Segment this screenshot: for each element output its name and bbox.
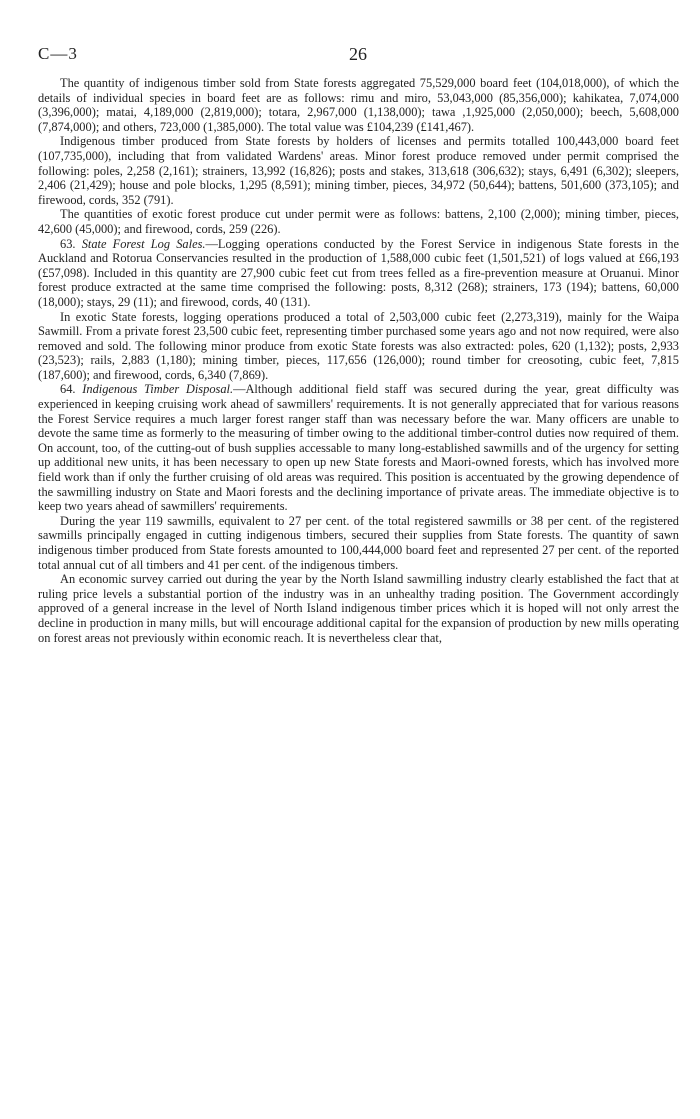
paragraph-timber-sold [38, 76, 679, 134]
paragraph-text: —Logging operations conducted by the Forest Service in indigenous State forests in the Auckland and Rotorua Conservancies resulted in the production of 1,588,000 cubic feet (1,501,521) of logs valued at £66,193 (£57,098). Included in this quantity are 27,900 cubic feet cut from trees felled as a fire-prevention measure at Oruanui. Minor forest produce extracted at the same time comprised the following: posts, 8,312 (268); strainers, 173 (194); battens, 60,000 (18,000); stays, 29 (11); and firewood, cords, 40 (131). [38, 236, 680, 309]
document-reference: C—3 [38, 44, 78, 63]
section-63-log-sales [38, 237, 679, 310]
paragraph-economic-survey [38, 572, 679, 645]
paragraph-text: The quantities of exotic forest produce cut under permit were as follows: battens, 2,100 (2,000); mining timber, pieces, 42,600 (45,000); and firewood, cords, 259 (226). [38, 207, 679, 236]
section-number: 63. [60, 236, 76, 251]
paragraph-text: During the year 119 sawmills, equivalent to 27 per cent. of the total registered sawmills or 38 per cent. of the registered sawmills principally engaged in cutting indigenous timbers, secured their supplies from State forests. The quantity of sawn indigenous timber produced from State forests amounted to 100,444,000 board feet and represented 27 per cent. of the reported total annual cut of all timbers and 41 per cent. of the indigenous timbers. [38, 513, 679, 572]
paragraph-indigenous-produced [38, 134, 679, 207]
section-64-timber-disposal [38, 382, 679, 513]
running-header [38, 44, 678, 66]
section-heading: State Forest Log Sales. [81, 236, 206, 251]
paragraph-text: An economic survey carried out during the year by the North Island sawmilling industry clearly established the fact that at ruling price levels a substantial portion of the industry was in an unhealthy trading position. The Government accordingly approved of a general increase in the level of North Island indigenous timber prices which it is hoped will not only arrest the decline in production in many mills, but will encourage additional capital for the expansion of production by new mills operating on forest areas not previously within economic reach. It is nevertheless clear that, [38, 572, 679, 645]
paragraph-exotic-produce [38, 207, 679, 236]
paragraph-text: Indigenous timber produced from State forests by holders of licenses and permits totalled 100,443,000 board feet (107,735,000), including that from validated Wardens' areas. Minor forest produce removed under permit comprised the following: poles, 2,258 (2,161); strainers, 13,992 (16,826); posts and stakes, 313,618 (306,632); stays, 6,491 (6,302); sleepers, 2,406 (21,429); house and pole blocks, 1,295 (8,591); mining timber, pieces, 34,972 (50,644); battens, 501,600 (373,105); and firewood, cords, 352 (791). [38, 134, 679, 207]
paragraph-text: The quantity of indigenous timber sold from State forests aggregated 75,529,000 board feet (104,018,000), of which the details of individual species in board feet are as follows: rimu and miro, 53,043,000 (85,356,000); kahikatea, 7,074,000 (3,396,000); matai, 4,189,000 (2,819,000); totara, 2,967,000 (1,138,000); tawa ,1,925,000 (2,050,000); beech, 5,608,000 (7,874,000); and others, 723,000 (1,385,000). The total value was £104,239 (£141,467). [38, 76, 679, 134]
paragraph-text: In exotic State forests, logging operations produced a total of 2,503,000 cubic feet (2,273,319), mainly for the Waipa Sawmill. From a private forest 23,500 cubic feet, representing timber purchased some years ago and not now required, were also removed and sold. The following minor produce from exotic State forests was also extracted: poles, 620 (1,132); posts, 2,933 (23,523); rails, 2,883 (1,180); mining timber, pieces, 117,656 (126,000); round timber for creosoting, cubic feet, 7,815 (187,600); and firewood, cords, 6,340 (7,869). [38, 309, 679, 382]
paragraph-exotic-logging [38, 310, 679, 383]
page-number: 26 [349, 44, 367, 64]
section-number: 64. [60, 382, 76, 397]
paragraph-text: —Although additional field staff was secured during the year, great difficulty was experienced in keeping cruising work ahead of sawmillers' requirements. It is not generally appreciated that for various reasons the Forest Service requires a much larger forest ranger staff than was necessary before the war. Many officers are unable to devote the same time as formerly to the measuring of timber owing to the additional timber-control duties now required of them. On account, too, of the cutting-out of bush supplies accessable to many long-established sawmills and of the urgency for setting up additional new units, it has been necessary to open up new State forests and Maori-owned forests, which has involved more field work than if only the further cruising of old areas was required. This position is accentuated by the growing dependence of the sawmilling industry on State and Maori forests and the declining importance of private areas. The immediate objective is to keep two years ahead of sawmillers' requirements. [38, 382, 679, 514]
section-heading: Indigenous Timber Disposal. [82, 382, 234, 397]
body-text [38, 76, 679, 645]
paragraph-sawmills [38, 514, 679, 572]
